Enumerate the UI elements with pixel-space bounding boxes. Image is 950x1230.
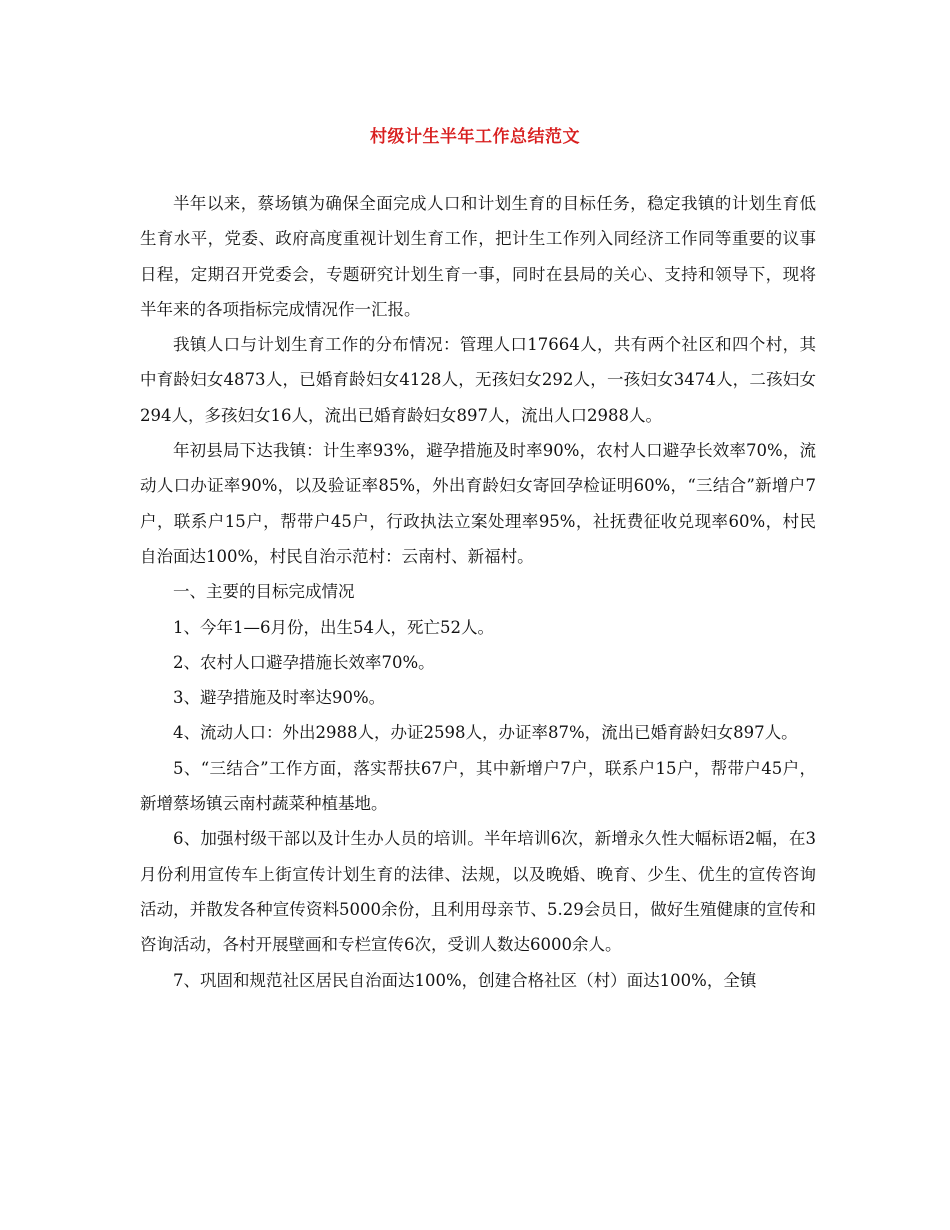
section-heading: 一、主要的目标完成情况: [173, 582, 355, 602]
paragraph-population: 我镇人口与计划生育工作的分布情况：管理人口17664人，共有两个社区和四个村，其中育龄妇女4873人，已婚育龄妇女4128人，无孩妇女292人，一孩妇女3474人，二孩妇女294人，多孩妇女16人，流出已婚育龄妇女897人，流出人口2988人。: [140, 335, 816, 425]
paragraph-intro: 半年以来，蔡场镇为确保全面完成人口和计划生育的目标任务，稳定我镇的计划生育低生育水平，党委、政府高度重视计划生育工作，把计生工作列入同经济工作同等重要的议事日程，定期召开党委会，专题研究计划生育一事，同时在县局的关心、支持和领导下，现将半年来的各项指标完成情况作一汇报。: [140, 194, 816, 319]
list-item-births: 1、今年1—6月份，出生54人，死亡52人。: [173, 617, 494, 637]
list-item-floating-population: 4、流动人口：外出2988人，办证2598人，办证率87%，流出已婚育龄妇女897人。: [173, 723, 798, 743]
document-title: 村级计生半年工作总结范文: [370, 127, 580, 147]
paragraph-targets: 年初县局下达我镇：计生率93%，避孕措施及时率90%，农村人口避孕长效率70%，流动人口办证率90%，以及验证率85%，外出育龄妇女寄回孕检证明60%，“三结合”新增户7户，联系户15户，帮带户45户，行政执法立案处理率95%，社抚费征收兑现率60%，村民自治面达100%，村民自治示范村：云南村、新福村。: [140, 441, 816, 566]
list-item-timely-rate: 3、避孕措施及时率达90%。: [173, 688, 386, 708]
list-item-self-governance: 7、巩固和规范社区居民自治面达100%，创建合格社区（村）面达100%，全镇: [173, 970, 757, 990]
list-item-training: 6、加强村级干部以及计生办人员的培训。半年培训6次，新增永久性大幅标语2幅，在3月份利用宣传车上街宣传计划生育的法律、法规，以及晚婚、晚育、少生、优生的宣传咨询活动，并散发各种宣传资料5000余份，且利用母亲节、5.29会员日，做好生殖健康的宣传和咨询活动，各村开展壁画和专栏宣传6次，受训人数达6000余人。: [140, 829, 816, 955]
document-body: [140, 186, 816, 998]
list-item-three-combination: 5、“三结合”工作方面，落实帮扶67户，其中新增户7户，联系户15户，帮带户45户，新增蔡场镇云南村蔬菜种植基地。: [140, 758, 816, 814]
list-item-long-term-rate: 2、农村人口避孕措施长效率70%。: [173, 652, 435, 672]
